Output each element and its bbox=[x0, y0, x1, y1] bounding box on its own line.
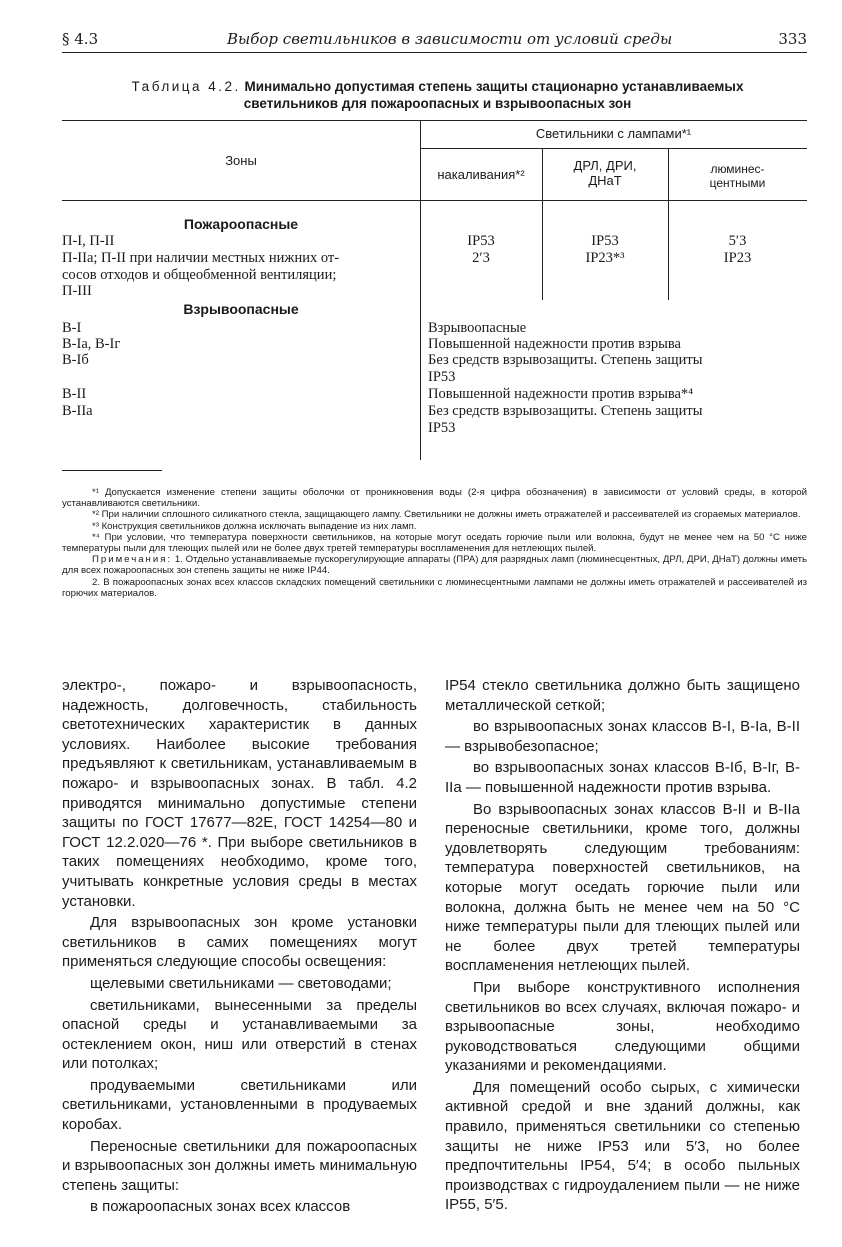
left-paragraph-3: щелевыми светильниками — световодами; bbox=[90, 974, 392, 992]
footnote-4: *⁴ При условии, что температура поверхности светильников, на которые могут оседать горючие пыли или волокна, будут не менее чем на 50 °С ниже температуры пыли для тлеющих пылей или не более двух третей температуры воспламенения для нетлеющих пылей. bbox=[62, 531, 807, 555]
exp-val4: Повышенной надежности против взрыва*⁴ bbox=[428, 386, 694, 402]
section-number: § 4.3 bbox=[62, 30, 99, 48]
left-paragraph-7: в пожароопасных зонах всех классов bbox=[90, 1198, 351, 1216]
footnote-rule bbox=[62, 470, 162, 471]
exp-val3-line1: Без средств взрывозащиты. Степень защиты bbox=[428, 352, 703, 368]
fire-row2-zone-line2: сосов отходов и общеобменной вентиляции; bbox=[62, 266, 337, 283]
protection-table bbox=[62, 120, 807, 460]
exp-val5-line1: Без средств взрывозащиты. Степень защиты bbox=[428, 403, 703, 419]
note-2: 2. В пожароопасных зонах всех классов складских помещений светильники с люминесцентными лампами не должны иметь отражателей и рассеивателей из горючих материалов. bbox=[62, 576, 807, 599]
left-paragraph-5: продуваемыми светильниками или светильниками, установленными в продуваемых коробах. bbox=[62, 1076, 417, 1134]
left-column bbox=[62, 676, 417, 1219]
table-top-rule bbox=[62, 120, 807, 121]
right-paragraph-4: Во взрывоопасных зонах классов В-II и В-IIа переносные светильники, кроме того, должны удовлетворять следующим требованиям: температура поверхностей светильников, на которые могут оседать горючие пыли или волокна, должна быть не менее чем на 50 °С ниже температуры пыли для тлеющих пылей или не более двух третей температуры воспламенения нетлеющих пылей. bbox=[445, 800, 800, 975]
fire-row1-c1: IP53 bbox=[467, 233, 495, 249]
fire-row2-c2: IP23*³ bbox=[585, 250, 625, 266]
notes-1 bbox=[62, 554, 807, 576]
footnote-3: *³ Конструкция светильников должна исключать выпадение из них ламп. bbox=[92, 520, 417, 532]
right-paragraph-3: во взрывоопасных зонах классов В-Iб, В-Iг, В-IIа — повышенной надежности против взрыва. bbox=[445, 759, 800, 796]
exp-zone2: В-Iа, В-Iг bbox=[62, 336, 121, 352]
header-bottom-rule bbox=[62, 200, 807, 201]
lamps-header: Светильники с лампами*¹ bbox=[535, 126, 692, 141]
fire-row2-c3: IP23 bbox=[723, 250, 752, 266]
exp-val5 bbox=[428, 403, 803, 436]
col3-header-line1: люминес- bbox=[710, 162, 765, 176]
table-title-line1: Минимально допустимая степень защиты стационарно устанавливаемых bbox=[244, 79, 744, 94]
exp-val1: Взрывоопасные bbox=[428, 320, 527, 336]
right-paragraph-1: IP54 стекло светильника должно быть защищено металлической сеткой; bbox=[445, 677, 800, 714]
running-title: Выбор светильников в зависимости от условий среды bbox=[227, 30, 673, 48]
col1-header: накаливания*² bbox=[437, 167, 525, 182]
fire-section-title: Пожароопасные bbox=[183, 216, 299, 232]
col3-header bbox=[668, 162, 807, 190]
header-mid-rule bbox=[420, 148, 807, 149]
table-label: Таблица 4.2. bbox=[131, 79, 241, 94]
left-paragraph-6: Переносные светильники для пожароопасных и взрывоопасных зон должны иметь минимальную степень защиты: bbox=[62, 1137, 417, 1194]
fire-row2-zone bbox=[62, 250, 420, 300]
exp-zone4: В-II bbox=[62, 386, 87, 402]
exp-val5-line2: IP53 bbox=[428, 419, 456, 436]
left-paragraph-4: светильниками, вынесенными за пределы опасной среды и устанавливаемыми за остеклением окон, ниш или отверстий в стенах или потолках; bbox=[62, 996, 417, 1073]
left-paragraph-2: Для взрывоопасных зон кроме установки светильников в самих помещениях могут применяться следующие способы освещения: bbox=[62, 914, 417, 971]
note-1-text: 1. Отдельно устанавливаемые пускорегулирующие аппараты (ПРА) для разрядных ламп (люминесцентных, ДРЛ, ДРИ, ДНаТ) должны иметь для всех пожароопасных зон степень защиты не ниже IP44. bbox=[62, 554, 807, 577]
table-caption bbox=[70, 78, 805, 112]
fire-row1-c3: 5′3 bbox=[728, 233, 747, 249]
exp-zone3: В-Iб bbox=[62, 352, 89, 368]
col2-header bbox=[542, 158, 668, 188]
footnote-1: *¹ Допускается изменение степени защиты оболочки от проникновения воды (2-я цифра обозначения) в зависимости от условий среды, в которой устанавливаются светильники. bbox=[62, 487, 807, 510]
footnote-2: *² При наличии сплошного силикатного стекла, защищающего лампу. Светильники не должны иметь отражателей и рассеивателей из сгораемых материалов. bbox=[92, 509, 801, 521]
col2-header-line1: ДРЛ, ДРИ, bbox=[573, 158, 637, 173]
exp-val3-line2: IP53 bbox=[428, 368, 456, 385]
fire-row2-zone-line1: П-IIа; П-II при наличии местных нижних от- bbox=[62, 250, 340, 266]
exp-val2: Повышенной надежности против взрыва bbox=[428, 336, 681, 352]
table-title-line2: светильников для пожароопасных и взрывоопасных зон bbox=[243, 96, 632, 111]
zones-header: Зоны bbox=[225, 153, 257, 168]
page-number: 333 bbox=[778, 30, 807, 48]
fire-row2-c1: 2′3 bbox=[472, 250, 490, 266]
notes-label: Примечания: bbox=[92, 554, 173, 566]
fire-row1-zone: П-I, П-II bbox=[62, 233, 115, 249]
col3-header-line2: центными bbox=[709, 176, 766, 190]
fire-row1-c2: IP53 bbox=[591, 233, 619, 249]
right-paragraph-6: Для помещений особо сырых, с химически активной средой и вне зданий должны, как правило, применяться светильники со степенью защиты не ниже IP53 или 5′3, но более предпочтительны IP54, 5′4; в особо пыльных производствах с гидроудалением пыли — не ниже IP55, 5′5. bbox=[445, 1078, 800, 1214]
col2-header-line2: ДНаТ bbox=[588, 173, 622, 188]
exp-zone5: В-IIа bbox=[62, 403, 93, 419]
explosive-section-title: Взрывоопасные bbox=[183, 301, 299, 317]
exp-val3 bbox=[428, 352, 803, 385]
table-footnotes bbox=[62, 487, 807, 599]
fire-row2-zone-line3: П-III bbox=[62, 283, 92, 299]
running-header bbox=[62, 30, 807, 53]
right-column bbox=[445, 676, 800, 1217]
left-paragraph-1: электро-, пожаро- и взрывоопасность, надежность, долговечность, стабильность светотехнических характеристик в данных условиях. Наиболее высокие требования предъявляют к светильникам, устанавливаемым в пожаро- и взрывоопасных зонах. В табл. 4.2 приводятся минимально допустимые степени защиты по ГОСТ 17677—82Е, ГОСТ 14254—80 и ГОСТ 12.2.020—76 *. При выборе светильников в таких помещениях необходимо, кроме того, учитывать конкретные условия среды в местах установки. bbox=[62, 677, 417, 910]
right-paragraph-5: При выборе конструктивного исполнения светильников во всех случаях, включая пожаро- и взрывоопасные зоны, необходимо руководствоваться следующими общими указаниями и рекомендациями. bbox=[445, 978, 800, 1075]
exp-zone1: В-I bbox=[62, 320, 82, 336]
right-paragraph-2: во взрывоопасных зонах классов В-I, В-Iа, В-II — взрывобезопасное; bbox=[445, 718, 800, 755]
